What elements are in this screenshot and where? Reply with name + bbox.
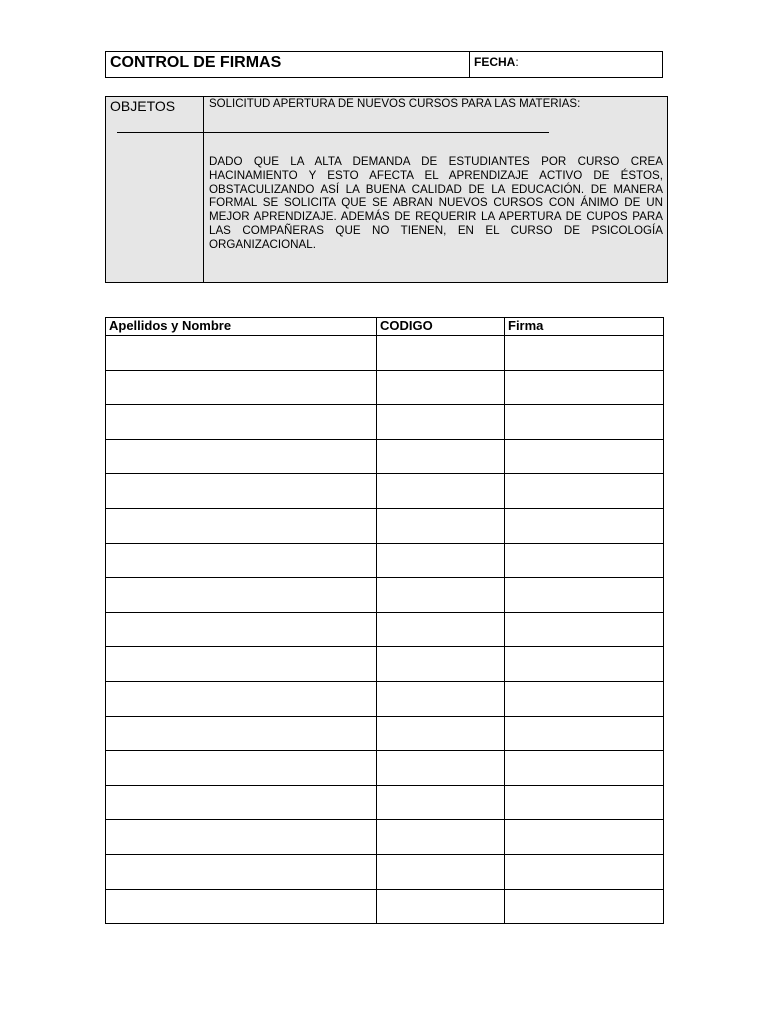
code-cell[interactable] bbox=[377, 405, 505, 440]
code-cell[interactable] bbox=[377, 854, 505, 889]
table-row bbox=[106, 820, 664, 855]
signature-cell[interactable] bbox=[505, 854, 664, 889]
name-cell[interactable] bbox=[106, 336, 377, 371]
code-cell[interactable] bbox=[377, 785, 505, 820]
signature-cell[interactable] bbox=[505, 612, 664, 647]
objetos-rule-left bbox=[117, 132, 203, 133]
signature-cell[interactable] bbox=[505, 370, 664, 405]
column-header-name: Apellidos y Nombre bbox=[106, 318, 377, 336]
name-cell[interactable] bbox=[106, 543, 377, 578]
table-row bbox=[106, 370, 664, 405]
date-colon: : bbox=[515, 55, 519, 69]
name-cell[interactable] bbox=[106, 647, 377, 682]
name-cell[interactable] bbox=[106, 508, 377, 543]
table-row bbox=[106, 336, 664, 371]
date-field[interactable] bbox=[470, 52, 662, 77]
table-row bbox=[106, 578, 664, 613]
objetos-divider bbox=[203, 97, 204, 282]
code-cell[interactable] bbox=[377, 820, 505, 855]
name-cell[interactable] bbox=[106, 820, 377, 855]
signature-cell[interactable] bbox=[505, 405, 664, 440]
name-cell[interactable] bbox=[106, 474, 377, 509]
name-cell[interactable] bbox=[106, 370, 377, 405]
table-row bbox=[106, 612, 664, 647]
name-cell[interactable] bbox=[106, 578, 377, 613]
table-body bbox=[106, 336, 664, 924]
code-cell[interactable] bbox=[377, 751, 505, 786]
code-cell[interactable] bbox=[377, 578, 505, 613]
code-cell[interactable] bbox=[377, 543, 505, 578]
objetos-subject: SOLICITUD APERTURA DE NUEVOS CURSOS PARA LAS MATERIAS: bbox=[209, 98, 581, 110]
table-row bbox=[106, 405, 664, 440]
name-cell[interactable] bbox=[106, 681, 377, 716]
code-cell[interactable] bbox=[377, 681, 505, 716]
name-cell[interactable] bbox=[106, 405, 377, 440]
name-cell[interactable] bbox=[106, 439, 377, 474]
table-row bbox=[106, 647, 664, 682]
name-cell[interactable] bbox=[106, 854, 377, 889]
table-row bbox=[106, 751, 664, 786]
table-row bbox=[106, 854, 664, 889]
name-cell[interactable] bbox=[106, 751, 377, 786]
signature-cell[interactable] bbox=[505, 785, 664, 820]
table-row bbox=[106, 889, 664, 924]
signature-cell[interactable] bbox=[505, 647, 664, 682]
column-header-code: CODIGO bbox=[377, 318, 505, 336]
name-cell[interactable] bbox=[106, 889, 377, 924]
table-row bbox=[106, 716, 664, 751]
name-cell[interactable] bbox=[106, 612, 377, 647]
table-row bbox=[106, 543, 664, 578]
table-row bbox=[106, 508, 664, 543]
code-cell[interactable] bbox=[377, 716, 505, 751]
column-header-signature: Firma bbox=[505, 318, 664, 336]
table-row bbox=[106, 439, 664, 474]
signature-cell[interactable] bbox=[505, 716, 664, 751]
signature-cell[interactable] bbox=[505, 681, 664, 716]
header-box bbox=[105, 51, 663, 78]
objetos-box bbox=[105, 96, 668, 283]
signature-cell[interactable] bbox=[505, 508, 664, 543]
signature-cell[interactable] bbox=[505, 820, 664, 855]
signature-cell[interactable] bbox=[505, 439, 664, 474]
code-cell[interactable] bbox=[377, 508, 505, 543]
table-header-row bbox=[106, 318, 664, 336]
objetos-label: OBJETOS bbox=[110, 98, 176, 114]
objetos-body: DADO QUE LA ALTA DEMANDA DE ESTUDIANTES POR CURSO CREA HACINAMIENTO Y ESTO AFECTA EL APRENDIZAJE ACTIVO DE ÉSTOS, OBSTACULIZANDO ASÍ LA BUENA CALIDAD DE LA EDUCACIÓN. DE MANERA FORMAL SE SOLICITA QUE SE ABRAN NUEVOS CURSOS CON ÁNIMO DE UN MEJOR APRENDIZAJE. ADEMÁS DE REQUERIR LA APERTURA DE CUPOS PARA LAS COMPAÑERAS QUE NO TIENEN, EN EL CURSO DE PSICOLOGÍA ORGANIZACIONAL. bbox=[209, 155, 663, 251]
date-label: FECHA bbox=[474, 55, 516, 69]
signature-cell[interactable] bbox=[505, 474, 664, 509]
signature-cell[interactable] bbox=[505, 889, 664, 924]
code-cell[interactable] bbox=[377, 647, 505, 682]
code-cell[interactable] bbox=[377, 336, 505, 371]
table-row bbox=[106, 785, 664, 820]
signature-cell[interactable] bbox=[505, 543, 664, 578]
signature-table bbox=[105, 317, 664, 924]
table-row bbox=[106, 474, 664, 509]
code-cell[interactable] bbox=[377, 612, 505, 647]
signature-cell[interactable] bbox=[505, 336, 664, 371]
signature-cell[interactable] bbox=[505, 751, 664, 786]
code-cell[interactable] bbox=[377, 439, 505, 474]
name-cell[interactable] bbox=[106, 716, 377, 751]
code-cell[interactable] bbox=[377, 474, 505, 509]
table-row bbox=[106, 681, 664, 716]
name-cell[interactable] bbox=[106, 785, 377, 820]
signature-cell[interactable] bbox=[505, 578, 664, 613]
form-title: CONTROL DE FIRMAS bbox=[106, 52, 470, 77]
code-cell[interactable] bbox=[377, 370, 505, 405]
code-cell[interactable] bbox=[377, 889, 505, 924]
objetos-rule-right bbox=[204, 132, 549, 133]
